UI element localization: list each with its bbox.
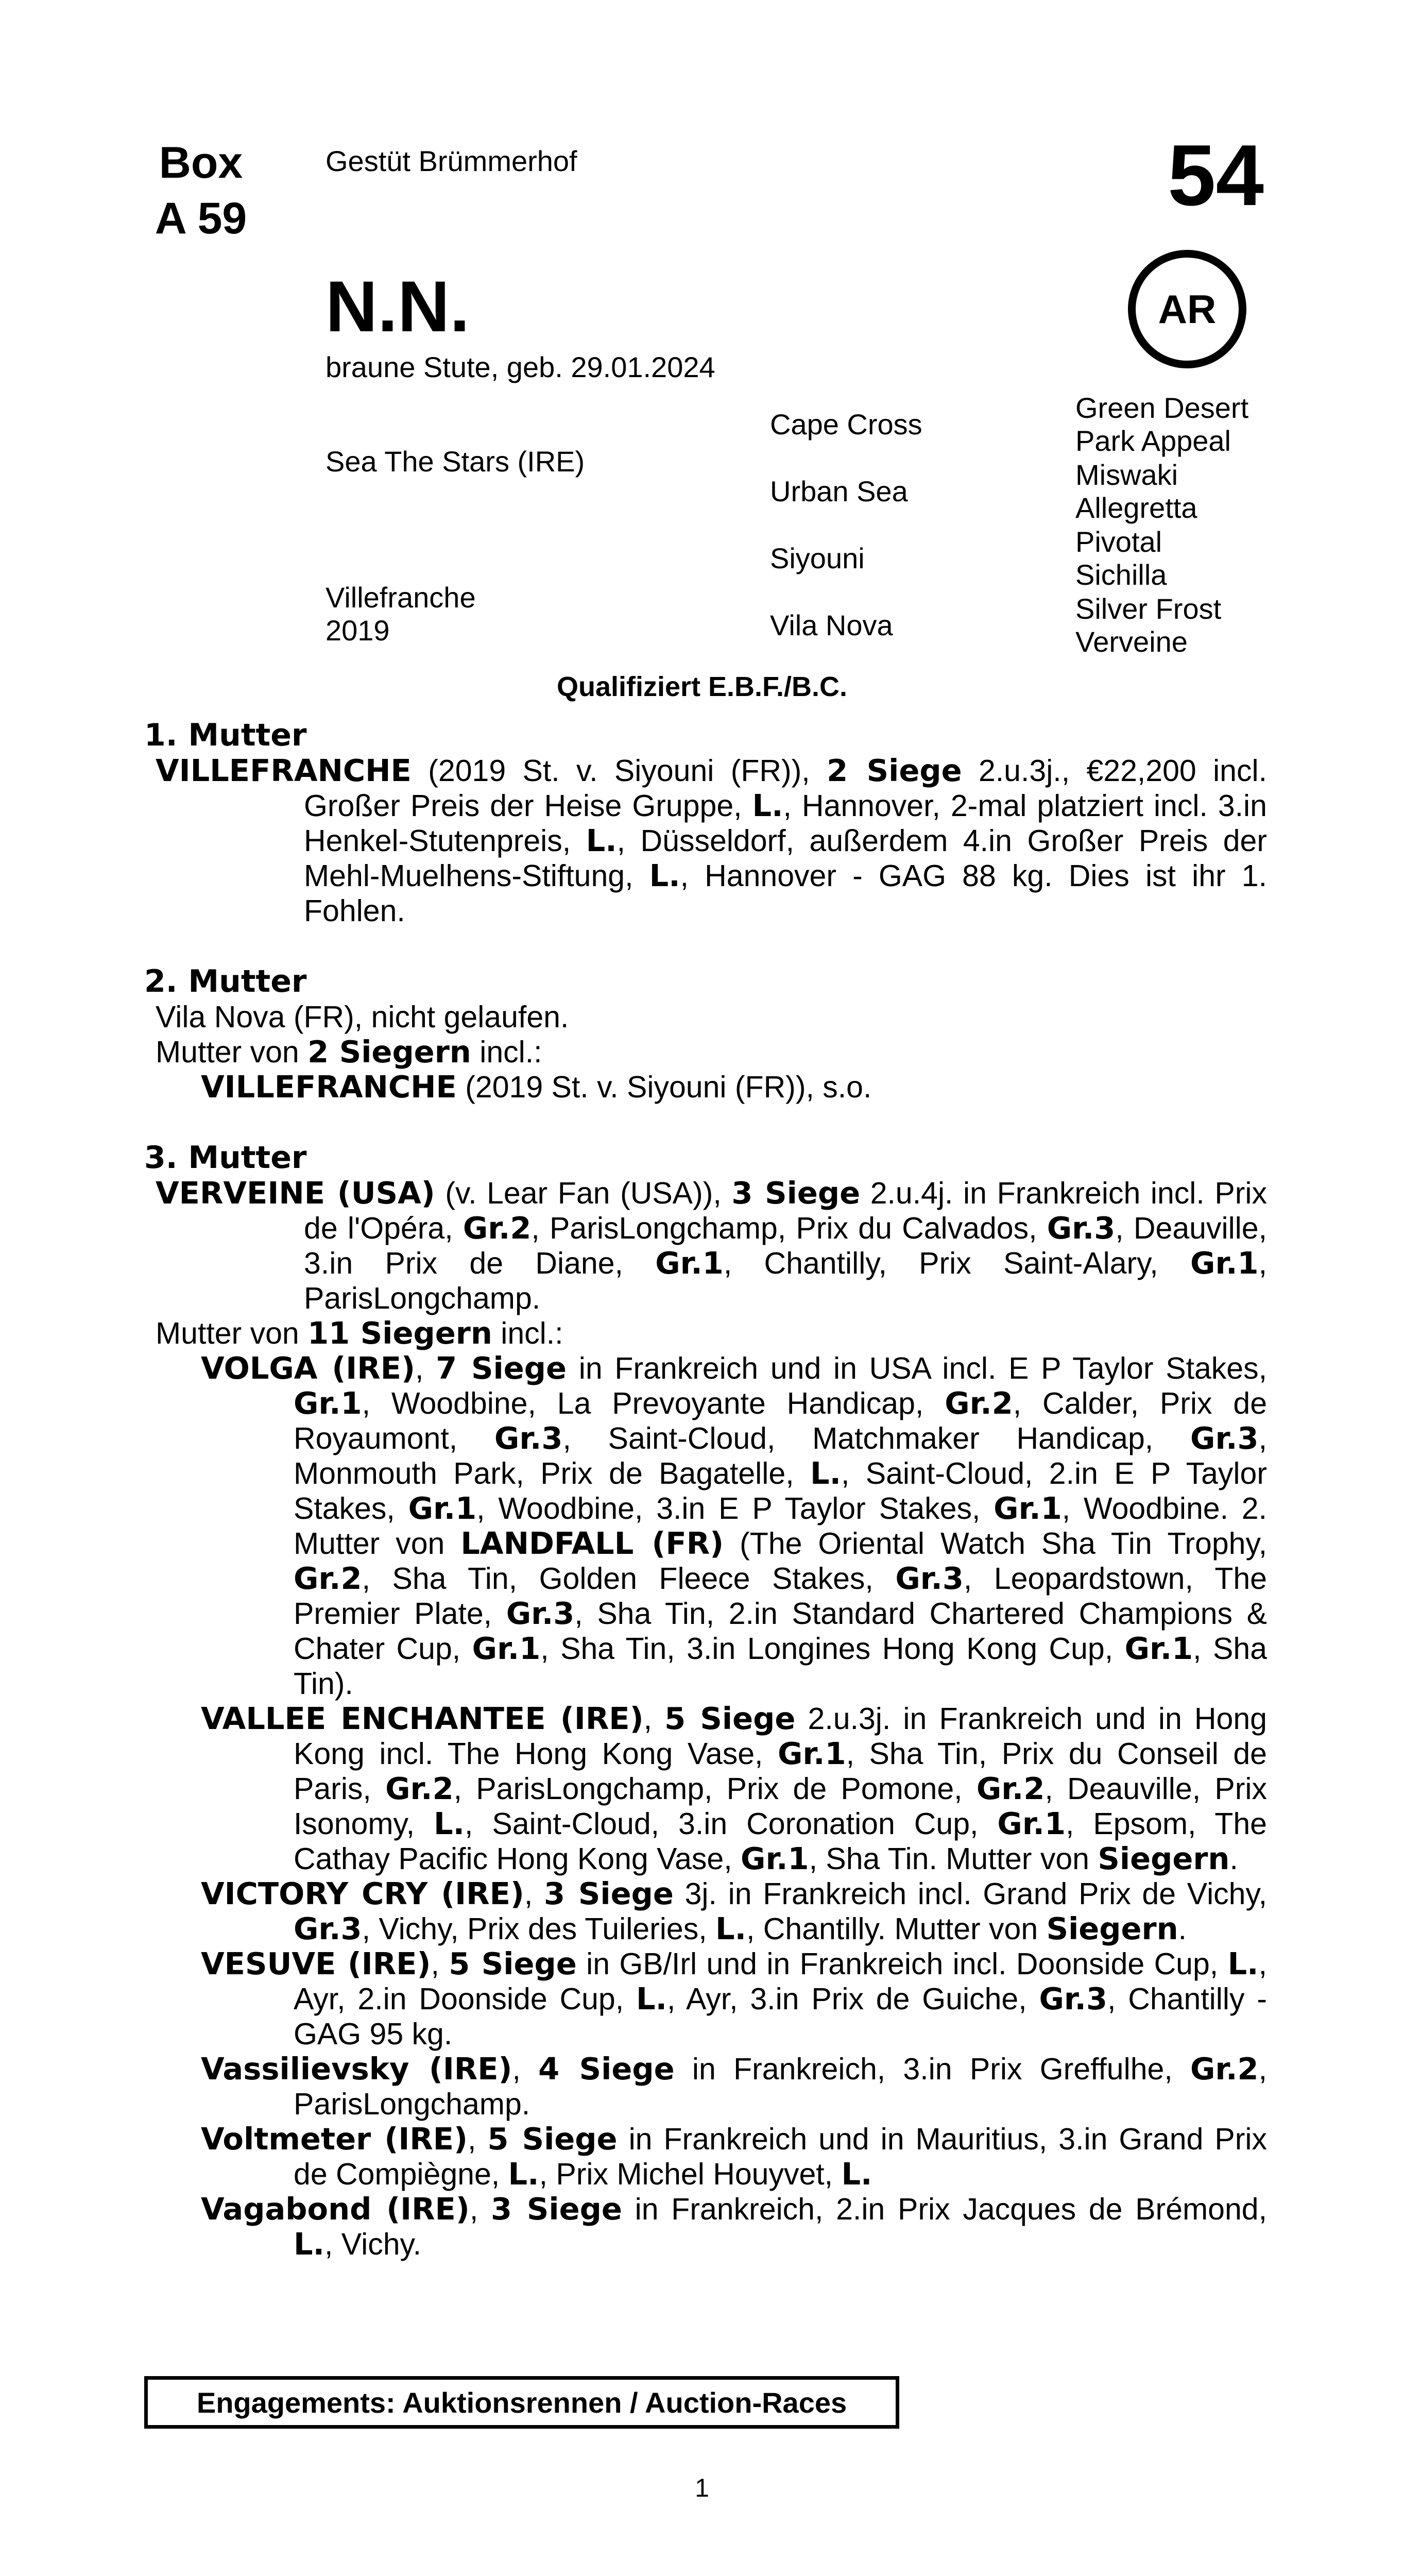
- offspring-entry: VOLGA (IRE), 7 Siege in Frankreich und in USA incl. E P Taylor Stakes, Gr.1, Woodbine, La Prevoyante Handicap, Gr.2, Calder, Prix de Royaumont, Gr.3, Saint-Cloud, Matchmaker Handicap, Gr.3, Monmouth Park, Prix de Bagatelle, L., Saint-Cloud, 2.in E P Taylor Stakes, Gr.1, Woodbine, 3.in E P Taylor Stakes, Gr.1, Woodbine. 2. Mutter von LANDFALL (FR) (The Oriental Watch Sha Tin Trophy, Gr.2, Sha Tin, Golden Fleece Stakes, Gr.3, Leopardstown, The Premier Plate, Gr.3, Sha Tin, 2.in Standard Chartered Champions & Chater Cup, Gr.1, Sha Tin, 3.in Longines Hong Kong Cup, Gr.1, Sha Tin).: [201, 1350, 1268, 1701]
- horse-description: braune Stute, geb. 29.01.2024: [326, 351, 715, 383]
- pedigree-great-grandparent: Pivotal: [1075, 526, 1162, 558]
- pedigree-grandparent: Urban Sea: [770, 475, 908, 507]
- third-dam-paragraph: VERVEINE (USA) (v. Lear Fan (USA)), 3 Siege 2.u.4j. in Frankreich incl. Prix de l'Opéra, Gr.2, ParisLongchamp, Prix du Calvados, Gr.3, Deauville, 3.in Prix de Diane, Gr.1, Chantilly, Prix Saint-Alary, Gr.1, ParisLongchamp.: [156, 1175, 1268, 1315]
- third-dam-mother-of: Mutter von 11 Siegern incl.:: [156, 1315, 563, 1351]
- box-label-line2: A 59: [155, 194, 247, 243]
- engagements-box: Engagements: Auktionsrennen / Auction-Races: [144, 2376, 899, 2429]
- second-dam-mother-of: Mutter von 2 Siegern incl.:: [156, 1034, 542, 1070]
- pedigree-great-grandparent: Sichilla: [1075, 558, 1167, 591]
- pedigree-great-grandparent: Miswaki: [1075, 459, 1178, 491]
- offspring-entry: Vagabond (IRE), 3 Siege in Frankreich, 2.in Prix Jacques de Brémond, L., Vichy.: [201, 2191, 1267, 2262]
- pedigree-grandparent: Cape Cross: [770, 408, 922, 440]
- pedigree-great-grandparent: Verveine: [1075, 625, 1188, 658]
- pedigree-great-grandparent: Park Appeal: [1075, 425, 1231, 457]
- pedigree-dam: Villefranche: [326, 581, 476, 614]
- second-dam-offspring: VILLEFRANCHE (2019 St. v. Siyouni (FR)), s.o.: [201, 1069, 872, 1105]
- page-number: 1: [695, 2473, 709, 2502]
- second-dam-heading: 2. Mutter: [144, 963, 307, 999]
- offspring-entry: VALLEE ENCHANTEE (IRE), 5 Siege 2.u.3j. in Frankreich und in Hong Kong incl. The Hong Kong Vase, Gr.1, Sha Tin, Prix du Conseil de Paris, Gr.2, ParisLongchamp, Prix de Pomone, Gr.2, Deauville, Prix Isonomy, L., Saint-Cloud, 3.in Coronation Cup, Gr.1, Epsom, The Cathay Pacific Hong Kong Vase, Gr.1, Sha Tin. Mutter von Siegern.: [201, 1701, 1267, 1876]
- pedigree-great-grandparent: Silver Frost: [1075, 592, 1222, 625]
- offspring-entry: Voltmeter (IRE), 5 Siege in Frankreich und in Mauritius, 3.in Grand Prix de Compiègne, L., Prix Michel Houyvet, L.: [201, 2121, 1267, 2192]
- breeder: Gestüt Brümmerhof: [326, 145, 577, 177]
- pedigree-dam-year: 2019: [326, 614, 390, 647]
- offspring-entry: Vassilievsky (IRE), 4 Siege in Frankreich, 3.in Prix Greffulhe, Gr.2, ParisLongchamp.: [201, 2051, 1267, 2121]
- third-dam-heading: 3. Mutter: [144, 1140, 307, 1176]
- ar-badge-icon: [1128, 250, 1246, 368]
- catalogue-text: [144, 717, 1267, 2262]
- horse-name: N.N.: [326, 266, 470, 347]
- ar-badge-label: AR: [1158, 286, 1217, 332]
- pedigree-great-grandparent: Allegretta: [1075, 492, 1197, 524]
- first-dam-heading: 1. Mutter: [144, 717, 307, 753]
- third-dam-offspring-list: [144, 1351, 1267, 2262]
- pedigree-grandparent: Vila Nova: [770, 609, 893, 641]
- first-dam-name: VILLEFRANCHE: [156, 753, 412, 788]
- offspring-entry: VICTORY CRY (IRE), 3 Siege 3j. in Frankreich incl. Grand Prix de Vichy, Gr.3, Vichy, Prix des Tuileries, L., Chantilly. Mutter von Siegern.: [201, 1876, 1267, 1946]
- offspring-entry: VESUVE (IRE), 5 Siege in GB/Irl und in Frankreich incl. Doonside Cup, L., Ayr, 2.in Doonside Cup, L., Ayr, 3.in Prix de Guiche, Gr.3, Chantilly - GAG 95 kg.: [201, 1946, 1267, 2051]
- pedigree-sire: Sea The Stars (IRE): [326, 445, 585, 478]
- box-label-line1: Box: [159, 138, 243, 188]
- second-dam-line: Vila Nova (FR), nicht gelaufen.: [156, 1000, 569, 1034]
- qualification: Qualifiziert E.B.F./B.C.: [556, 671, 848, 702]
- third-dam-name: VERVEINE (USA): [156, 1175, 435, 1211]
- lot-number: 54: [1168, 127, 1264, 224]
- first-dam-paragraph: VILLEFRANCHE (2019 St. v. Siyouni (FR)), 2 Siege 2.u.3j., €22,200 incl. Großer Preis der Heise Gruppe, L., Hannover, 2-mal platziert incl. 3.in Henkel-Stutenpreis, L., Düsseldorf, außerdem 4.in Großer Preis der Mehl-Muelhens-Stiftung, L., Hannover - GAG 88 kg. Dies ist ihr 1. Fohlen.: [156, 753, 1268, 928]
- pedigree-grandparent: Siyouni: [770, 542, 865, 574]
- box-label: [155, 135, 247, 246]
- pedigree-great-grandparent: Green Desert: [1075, 392, 1249, 424]
